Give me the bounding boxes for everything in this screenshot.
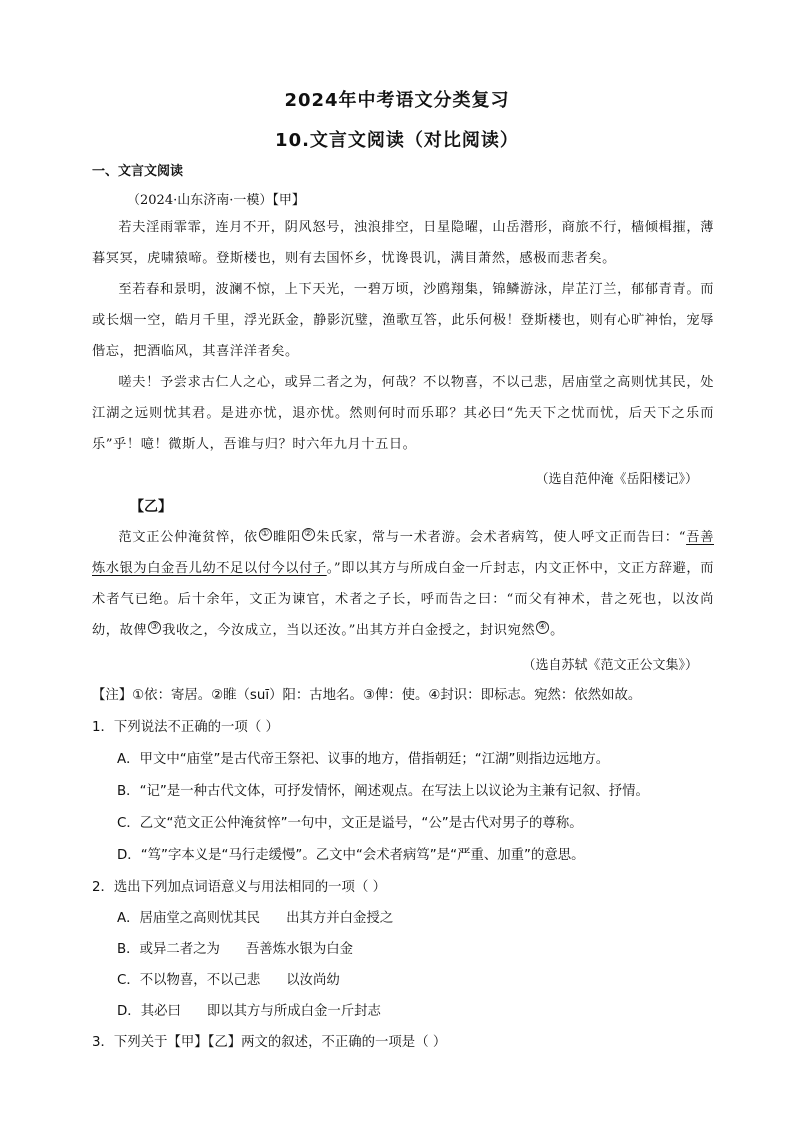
passage-jia-paragraph-3: 嗟夫！予尝求古仁人之心，或异二者之为，何哉？不以物喜，不以己悲，居庙堂之高则忧其民，处江湖之远则忧其君。是进亦忧，退亦忧。然则何时而乐耶？其必曰“先天下之忧而忧，后天下之乐而乐”乎！噫！微斯人，吾谁与归？时六年九月十五日。 [92,375,714,452]
footnote-mark: ① [259,528,272,541]
question-1-option-d: D．“笃”字本义是“马行走缓慢”。乙文中“会术者病笃”是“严重、加重”的意思。 [117,848,585,863]
option-right-text: 以汝尚幼 [286,973,340,988]
passage-source-label: （2024·山东济南·一模）【甲】 [127,193,305,208]
option-right-text: 即以其方与所成白金一斤封志 [206,1004,381,1019]
passage-yi-citation: （选自苏轼《范文正公文集》） [522,658,698,673]
question-2-option-a [117,907,393,926]
footnote-mark: ② [302,528,315,541]
passage-yi-paragraph [92,522,714,646]
question-2-option-c [117,969,340,988]
passage-yi-text: 我收之，今汝成立，当以还汝。”出其方并白金授之，封识宛然 [162,623,536,638]
passage-jia-paragraph-1: 若夫淫雨霏霏，连月不开，阴风怒号，浊浪排空，日星隐曜，山岳潜形，商旅不行，樯倾楫摧，薄暮冥冥，虎啸猿啼。登斯楼也，则有去国怀乡，忧谗畏讥，满目萧然，感极而悲者矣。 [92,220,714,266]
question-2-option-b [117,938,353,957]
question-3-stem: 3．下列关于【甲】【乙】两文的叙述，不正确的一项是（ ） [92,1035,447,1050]
question-2-stem: 2．选出下列加点词语意义与用法相同的一项（ ） [92,880,386,895]
question-1-option-b: B．“记”是一种古代文体，可抒发情怀，阐述观点。在写法上以议论为主兼有记叙、抒情。 [117,784,649,799]
option-left-text: C．不以物喜，不以己悲 [117,973,261,988]
passage-yi-text: 。”即以其方与所成白金一斤封志，内文正怀中，文正方辞避，而术者气已绝。后十余年，文正为谏官，术者之子长，呼而告之曰：“而父有神术，昔之死也，以汝尚幼，故俾 [92,561,714,638]
question-1-stem: 1．下列说法不正确的一项（ ） [92,720,279,735]
option-left-text: B．或异二者之为 [117,942,220,957]
option-right-text: 吾善炼水银为白金 [245,942,354,957]
passage-jia-citation: （选自范仲淹《岳阳楼记》） [535,472,698,487]
footnote-mark: ④ [536,621,549,634]
passage-yi-text: 朱氏家，常与一术者游。会术者病笃，使人呼文正而告曰：“ [315,530,687,545]
section-heading: 一、文言文阅读 [92,164,184,179]
passage-jia-paragraph-2: 至若春和景明，波澜不惊，上下天光，一碧万顷，沙鸥翔集，锦鳞游泳，岸芷汀兰，郁郁青青。而或长烟一空，皓月千里，浮光跃金，静影沉璧，渔歌互答，此乐何极！登斯楼也，则有心旷神怡，宠辱偕忘，把酒临风，其喜洋洋者矣。 [92,282,714,359]
option-left-text: D．其必曰 [117,1004,181,1019]
question-1-option-a: A．甲文中“庙堂”是古代帝王祭祀、议事的地方，借指朝廷；“江湖”则指边远地方。 [117,752,610,767]
passage-yi-text: 睢阳 [272,530,301,545]
question-1-option-c: C．乙文“范文正公仲淹贫悴”一句中，文正是谥号，“公”是古代对男子的尊称。 [117,816,583,831]
underlined-sentence: 吾善炼水银为白金吾儿幼不足以付今以付子 [92,530,714,576]
footnotes: 【注】①依：寄居。②睢（suī）阳：古地名。③俾：使。④封识：即标志。宛然：依然如故。 [92,688,642,703]
passage-yi-label: 【乙】 [130,499,172,515]
footnote-mark: ③ [148,621,161,634]
option-right-text: 出其方并白金授之 [286,911,394,926]
document-subtitle: 10.文言文阅读（对比阅读） [275,130,519,151]
passage-yi-text: 范文正公仲淹贫悴，依 [118,530,258,545]
passage-yi-text: 。 [550,623,564,638]
document-title: 2024年中考语文分类复习 [284,90,510,111]
option-left-text: A．居庙堂之高则忧其民 [117,911,261,926]
question-2-option-d [117,1000,381,1019]
